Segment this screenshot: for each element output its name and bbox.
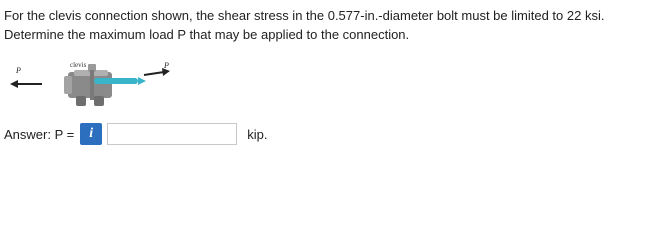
answer-input[interactable] <box>107 123 237 145</box>
answer-row <box>4 122 267 146</box>
unit-label: kip. <box>247 126 268 142</box>
clevis-label: clevis <box>70 61 87 69</box>
answer-label: Answer: P = <box>4 126 75 142</box>
clevis-body <box>64 70 112 106</box>
left-load-label: P <box>16 66 21 75</box>
left-load-arrow <box>10 80 42 88</box>
question-text: For the clevis connection shown, the shear stress in the 0.577-in.-diameter bolt must be limited to 22 ksi. Determine the maximum load P that may be applied to the connection. <box>4 8 605 42</box>
info-icon[interactable]: i <box>80 123 102 145</box>
clevis-diagram <box>4 58 184 110</box>
clevis-figure <box>4 58 184 110</box>
right-load-label: P <box>164 61 169 70</box>
rod <box>94 77 146 85</box>
